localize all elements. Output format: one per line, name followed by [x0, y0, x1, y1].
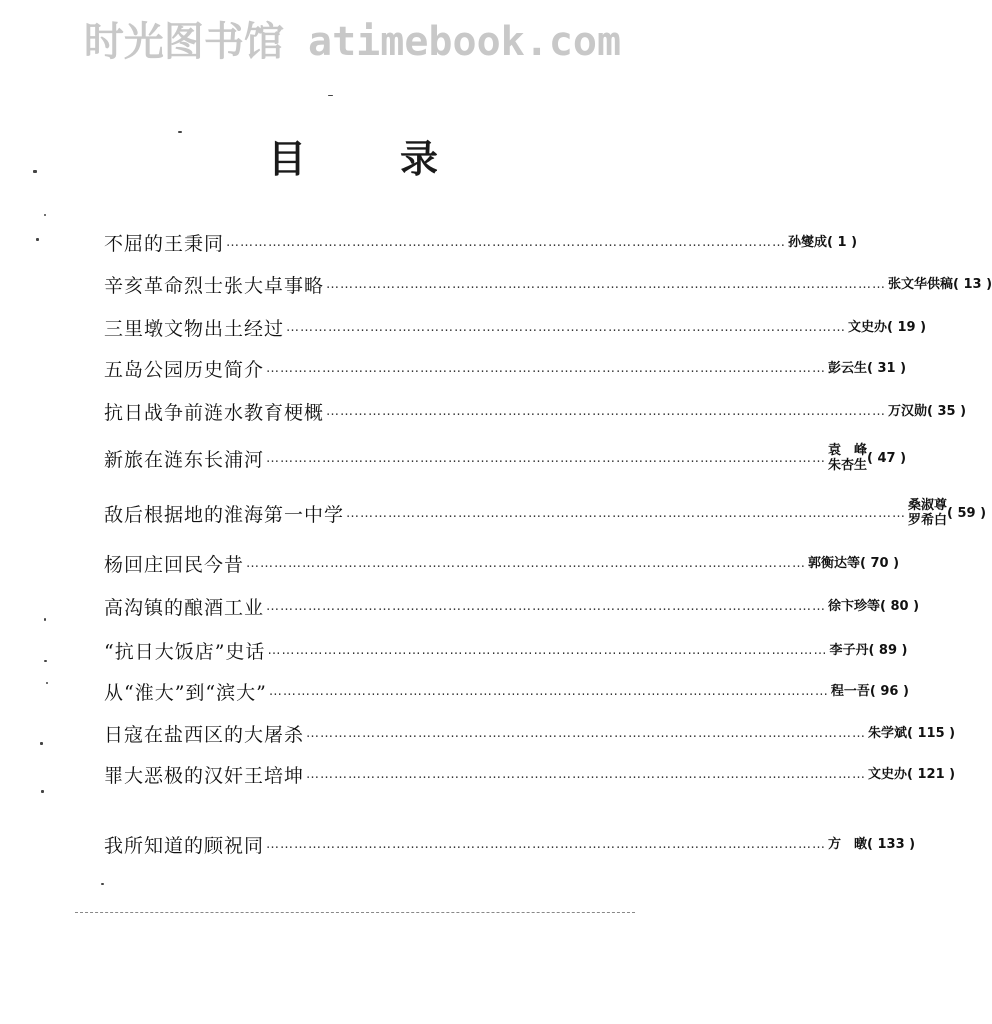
toc-entry — [104, 715, 956, 751]
toc-leader-dots: ………………………………………………………………………………………………………… — [346, 505, 907, 521]
author-name: 方 暾 — [828, 836, 868, 852]
toc-leader-dots: ………………………………………………………………………………………………………… — [326, 276, 887, 292]
toc-entry — [104, 826, 916, 862]
author-name: 桑淑尊 — [908, 498, 948, 513]
page-title — [268, 128, 438, 183]
author-name: 罗希白 — [908, 513, 948, 528]
toc-leader-dots: ………………………………………………………………………………………………………… — [266, 360, 827, 376]
toc-entry-title: 高沟镇的酿酒工业 — [104, 596, 265, 619]
toc-entry-author — [908, 498, 947, 528]
toc-entry-title: 新旅在涟东长浦河 — [104, 448, 265, 471]
toc-entry-page: ( 31 ) — [867, 360, 907, 376]
page-number: 70 — [870, 555, 889, 571]
toc-leader-dots: ………………………………………………………………………………………………………… — [226, 234, 787, 250]
author-name: 徐卞珍等 — [828, 598, 881, 614]
toc-entry-author — [848, 320, 887, 335]
watermark: 时光图书馆 atimebook.com — [83, 19, 622, 65]
toc-entry-author — [828, 599, 880, 614]
toc-entry — [104, 309, 927, 345]
toc-entry-author — [828, 837, 867, 852]
scan-speck — [101, 883, 104, 885]
author-name: 文史办 — [848, 319, 888, 335]
toc-entry-author — [788, 235, 827, 250]
author-name: 郭衡达等 — [808, 555, 861, 571]
page-number: 115 — [917, 725, 945, 741]
title-char-2: 录 — [399, 136, 438, 181]
page-number: 19 — [897, 319, 916, 335]
toc-entry-title: 杨回庄回民今昔 — [104, 553, 245, 576]
toc-entry-author — [888, 277, 953, 292]
toc-entry-author — [831, 684, 870, 699]
author-name: 朱学斌 — [868, 725, 908, 741]
toc-entry-page: ( 35 ) — [927, 403, 967, 419]
toc-entry-page: ( 70 ) — [860, 555, 900, 571]
scan-speck — [40, 742, 43, 745]
author-name: 孙燮成 — [788, 234, 828, 250]
scan-speck — [328, 95, 333, 96]
page-number: 80 — [890, 598, 909, 614]
page-number: 59 — [957, 505, 976, 521]
author-name: 文史办 — [868, 766, 908, 782]
author-name: 袁 峰 — [828, 443, 868, 458]
toc-entry-page: ( 121 ) — [907, 766, 956, 782]
scan-speck — [46, 682, 48, 684]
page-number: 35 — [937, 403, 956, 419]
toc-entry-author — [828, 361, 867, 376]
toc-entry-title: “抗日大饭店”史话 — [104, 640, 266, 663]
scan-speck — [41, 790, 44, 793]
toc-entry — [104, 393, 967, 429]
toc-entry-page: ( 59 ) — [947, 505, 987, 521]
toc-entry-title: 日寇在盐西区的大屠杀 — [104, 723, 305, 746]
author-name: 李子丹 — [829, 642, 869, 658]
author-name: 朱杏生 — [828, 458, 868, 473]
toc-entry-title: 五岛公园历史简介 — [104, 358, 265, 381]
page-number: 47 — [877, 450, 896, 466]
toc-leader-dots: ………………………………………………………………………………………………………… — [326, 403, 887, 419]
author-name: 万汉勋 — [888, 403, 928, 419]
toc-entry-page: ( 19 ) — [887, 319, 927, 335]
author-name: 彭云生 — [828, 360, 868, 376]
scan-speck — [33, 170, 37, 173]
toc-entry-title: 我所知道的顾祝同 — [104, 834, 265, 857]
toc-leader-dots: ………………………………………………………………………………………………………… — [306, 725, 867, 741]
toc-leader-dots: ………………………………………………………………………………………………………… — [267, 642, 828, 658]
toc-entry-page: ( 89 ) — [868, 642, 908, 658]
toc-entry-author — [829, 643, 868, 658]
toc-entry-author — [888, 404, 927, 419]
scan-speck — [178, 131, 182, 133]
toc-entry — [104, 545, 900, 581]
toc-entry-author — [828, 443, 867, 473]
toc-entry — [104, 440, 907, 476]
page-number: 96 — [880, 683, 899, 699]
toc-entry-title: 不屈的王秉同 — [104, 232, 225, 255]
page-number: 31 — [877, 360, 896, 376]
toc-entry-page: ( 133 ) — [867, 836, 916, 852]
author-name: 程一吾 — [830, 683, 870, 699]
toc-entry — [104, 632, 908, 668]
toc-leader-dots: ………………………………………………………………………………………………………… — [246, 555, 807, 571]
page-number: 121 — [917, 766, 945, 782]
toc-entry-title: 敌后根据地的淮海第一中学 — [104, 503, 345, 526]
toc-leader-dots: ………………………………………………………………………………………………………… — [266, 450, 827, 466]
title-char-1: 目 — [268, 136, 307, 181]
toc-entry-page: ( 96 ) — [869, 683, 909, 699]
toc-entry-title: 抗日战争前涟水教育梗概 — [104, 401, 325, 424]
toc-leader-dots: ………………………………………………………………………………………………………… — [266, 836, 827, 852]
scan-speck — [44, 618, 46, 621]
toc-entry-title: 从“淮大”到“滨大” — [104, 681, 267, 704]
toc-entry — [104, 495, 987, 531]
scan-speck — [44, 660, 47, 662]
toc-leader-dots: ………………………………………………………………………………………………………… — [306, 766, 867, 782]
toc-entry — [104, 588, 920, 624]
toc-entry — [104, 266, 992, 302]
toc-entry-title: 罪大恶极的汉奸王培坤 — [104, 764, 305, 787]
page-number: 1 — [837, 234, 847, 250]
toc-entry-page: ( 115 ) — [907, 725, 956, 741]
toc-entry — [104, 224, 858, 260]
toc-leader-dots: ………………………………………………………………………………………………………… — [268, 683, 829, 699]
author-name: 张文华供稿 — [888, 276, 954, 292]
toc-entry-page: ( 13 ) — [953, 276, 992, 292]
toc-entry — [104, 756, 956, 792]
toc-entry-page: ( 1 ) — [827, 234, 858, 250]
toc-entry-title: 三里墩文物出土经过 — [104, 317, 285, 340]
scan-rule — [75, 912, 635, 913]
toc-entry-author — [868, 767, 907, 782]
toc-entry-page: ( 47 ) — [867, 450, 907, 466]
page-number: 133 — [877, 836, 905, 852]
page-number: 13 — [963, 276, 982, 292]
toc-entry — [104, 350, 907, 386]
toc-entry-title: 辛亥革命烈士张大卓事略 — [104, 274, 325, 297]
scan-speck — [36, 238, 39, 241]
toc-leader-dots: ………………………………………………………………………………………………………… — [266, 598, 827, 614]
toc-entry-page: ( 80 ) — [880, 598, 920, 614]
toc-entry-author — [868, 726, 907, 741]
scan-speck — [44, 214, 46, 216]
toc-leader-dots: ………………………………………………………………………………………………………… — [286, 319, 847, 335]
toc-entry-author — [808, 556, 860, 571]
page-number: 89 — [878, 642, 898, 658]
toc-entry — [104, 673, 909, 709]
